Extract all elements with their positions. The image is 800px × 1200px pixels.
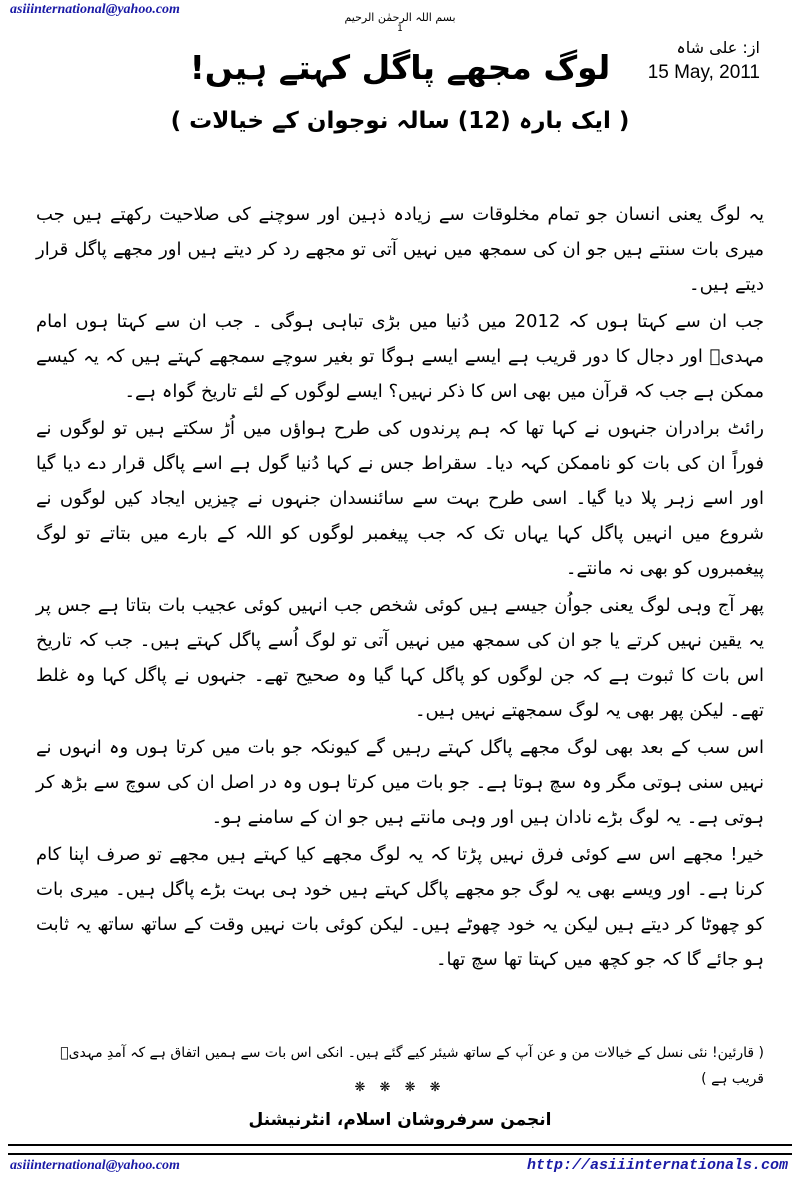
footer-email-link[interactable]: asiiinternational@yahoo.com [10,1158,180,1173]
paragraph: رائٹ برادران جنہوں نے کہا تھا کہ ہم پرندوں کی طرح ہواؤں میں اُڑ سکتے ہیں تو لوگوں نے فوراً ان کی بات کو ناممکن کہہ دیا۔ سقراط جس نے کہا دُنیا گول ہے اسے پاگل قرار دے دیا گیا اور اسے زہر پلا دیا گیا۔ اسی طرح بہت سے سائنسدان جنہوں نے چیزیں ایجاد کیں لوگوں نے شروع میں انہیں پاگل کہا یہاں تک کہ جب پیغمبر لوگوں کو اللہ کے بارے میں بتاتے تو لوگ پیغمبروں کو بھی نہ مانتے۔ [36,418,764,579]
organization-name: انجمن سرفروشان اسلام، انٹرنیشنل [248,1110,552,1130]
bismillah-heading: بسم اللہ الرحمٰن الرحیم [344,11,456,24]
header-email-link[interactable]: asiiinternational@yahoo.com [10,2,180,17]
author-name: از: علی شاہ [676,38,760,57]
page-number: 1 [397,24,403,34]
article-subtitle: ( ایک بارہ (12) سالہ نوجوان کے خیالات ) [170,108,630,134]
publish-date: 15 May, 2011 [647,62,760,83]
paragraph: یہ لوگ یعنی انسان جو تمام مخلوقات سے زیادہ ذہین اور سوچنے کی صلاحیت رکھتے ہیں جب میری بات سنتے ہیں جو ان کی سمجھ میں نہیں آتی تو مجھے رد کر دیتے ہیں اور مجھے پاگل قرار دیتے ہیں۔ [36,204,764,295]
footer-website-link[interactable]: http://asiiinternationals.com [526,1157,788,1174]
paragraph: اس سب کے بعد بھی لوگ مجھے پاگل کہتے رہیں گے کیونکہ جو بات میں کرتا ہوں وہ انہوں نے نہیں سنی ہوتی مگر وہ سچ ہوتا ہے۔ جو بات میں کرتا ہوں وہ در اصل ان کی سوچ سے بڑھ کر ہوتی ہے۔ یہ لوگ بڑے نادان ہیں اور وہی مانتے ہیں جو ان کے سامنے ہو۔ [36,737,764,828]
footer-divider [8,1153,792,1155]
footer-divider [8,1144,792,1146]
paragraph: خیر! مجھے اس سے کوئی فرق نہیں پڑتا کہ یہ لوگ مجھے کیا کہتے ہیں مجھے تو صرف اپنا کام کرنا ہے۔ اور ویسے بھی یہ لوگ جو مجھے پاگل کہتے ہیں خود ہی بہت بڑے پاگل ہیں۔ میری بات کو چھوٹا کر دیتے ہیں لیکن یہ خود چھوٹے ہیں۔ لیکن کوئی بات نہیں وقت کے ساتھ ساتھ یہ ثابت ہو جائے گا کہ جو کچھ میں کہتا تھا سچ تھا۔ [36,844,764,970]
editor-note: ( قارئین! نئی نسل کے خیالات من و عن آپ کے ساتھ شیئر کیے گئے ہیں۔ انکی اس بات سے ہمیں اتفاق ہے کہ آمدِ مہدیؑ قریب ہے ) [60,1045,764,1087]
paragraph: جب ان سے کہتا ہوں کہ 2012 میں دُنیا میں بڑی تباہی ہوگی ۔ جب ان سے کہتا ہوں امام مہدیؑ اور دجال کا دور قریب ہے ایسے ایسے ہوگا تو بغیر سوچے سمجھے کہتے ہیں کہ یہ کیسے ممکن ہے جب کہ قرآن میں بھی اس کا ذکر نہیں؟ ایسے لوگوں کے لئے تاریخ گواہ ہے۔ [36,311,764,402]
article-body [36,197,764,977]
section-separator: ❋ ❋ ❋ ❋ [354,1080,446,1095]
article-title: لوگ مجھے پاگل کہتے ہیں! [189,48,611,87]
paragraph: پھر آج وہی لوگ یعنی جواُن جیسے ہیں کوئی شخص جب انہیں کوئی عجیب بات بتاتا ہے جس پر یہ یقین نہیں کرتے یا جو ان کی سمجھ میں نہیں آتی تو لوگ اُسے پاگل کہتے ہیں۔ جب کہ تاریخ اس بات کا ثبوت ہے کہ جن لوگوں کو پاگل کہا گیا وہ صحیح تھے۔ جنہوں نے پاگل کہا وہ غلط تھے۔ لیکن پھر بھی یہ لوگ سمجھتے نہیں ہیں۔ [36,595,764,721]
